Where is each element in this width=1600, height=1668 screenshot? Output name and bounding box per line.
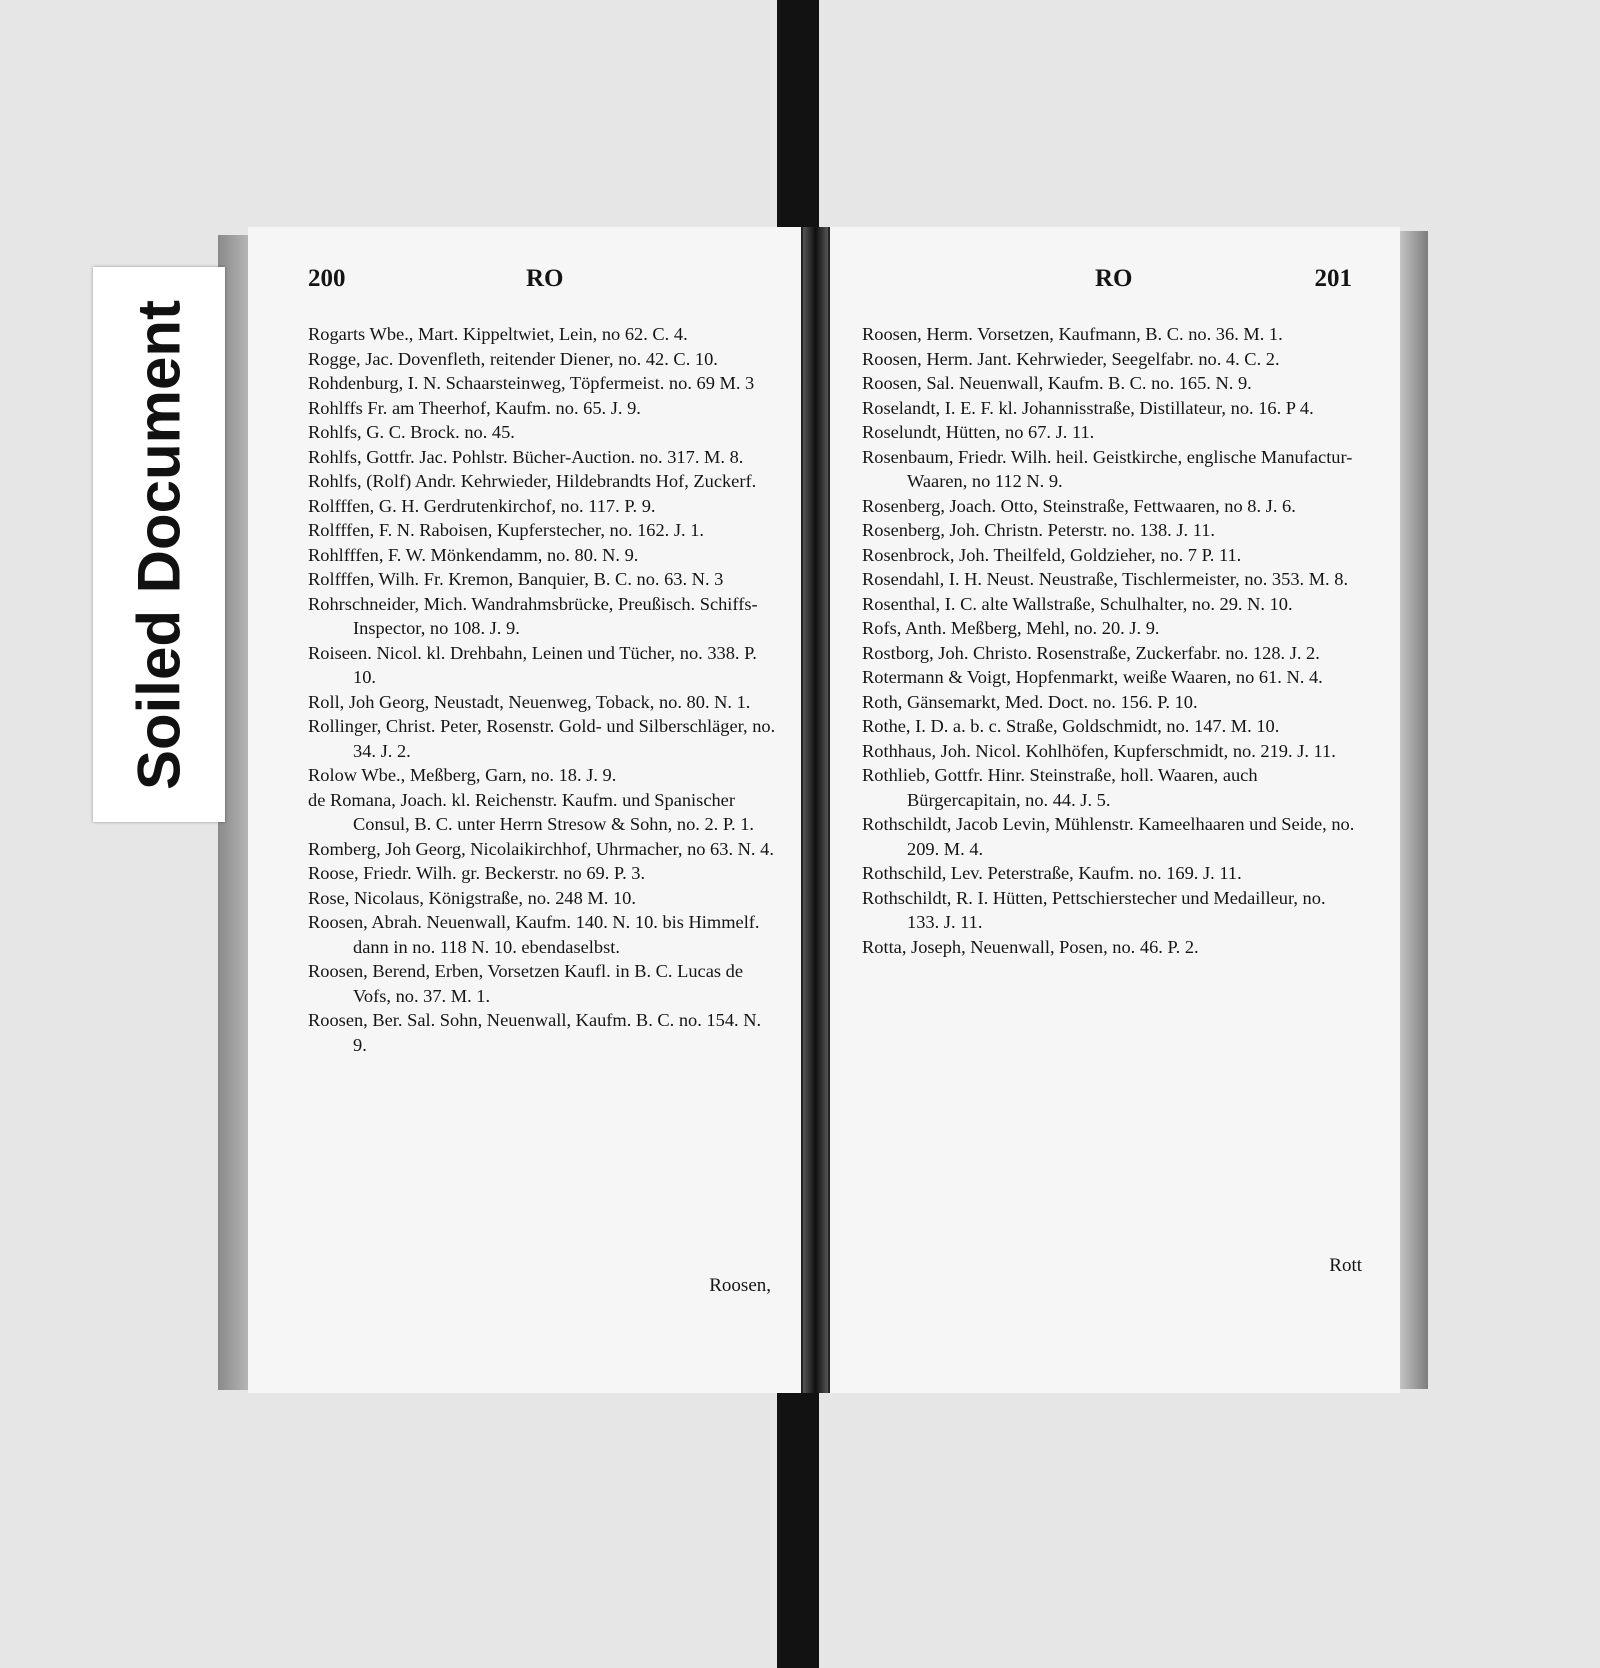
directory-entry: Roiseen. Nicol. kl. Drehbahn, Leinen und Tücher, no. 338. P. 10. [308, 642, 757, 687]
directory-entry: Rolfffen, Wilh. Fr. Kremon, Banquier, B. C. no. 63. N. 3 [308, 569, 724, 589]
directory-entry: Roselandt, I. E. F. kl. Johannisstraße, Distillateur, no. 16. P 4. [862, 397, 1314, 418]
open-book [218, 227, 1428, 1397]
soiled-document-label [93, 267, 225, 822]
directory-entry: Rolow Wbe., Meßberg, Garn, no. 18. J. 9. [308, 765, 617, 785]
directory-entry: Rofs, Anth. Meßberg, Mehl, no. 20. J. 9. [862, 618, 1160, 638]
left-page [248, 227, 803, 1393]
directory-entry: Rogarts Wbe., Mart. Kippeltwiet, Lein, no 62. C. 4. [308, 324, 688, 344]
directory-entry: Rothschildt, R. I. Hütten, Pettschierstecher und Medailleur, no. 133. J. 11. [862, 887, 1326, 932]
left-entries [308, 322, 776, 1057]
directory-entry: Rothe, I. D. a. b. c. Straße, Goldschmidt, no. 147. M. 10. [862, 716, 1280, 736]
book-gutter [803, 227, 828, 1393]
directory-entry: Rothschildt, Jacob Levin, Mühlenstr. Kameelhaaren und Seide, no. 209. M. 4. [862, 814, 1355, 859]
directory-entry: Rohlffs Fr. am Theerhof, Kaufm. no. 65. J. 9. [308, 397, 641, 418]
left-section-heading: RO [526, 265, 564, 292]
directory-entry: de Romana, Joach. kl. Reichenstr. Kaufm. und Spanischer Consul, B. C. unter Herrn Stresow & Sohn, no. 2. P. 1. [308, 789, 755, 834]
spine-strip-bottom [777, 1385, 819, 1668]
directory-entry: Rohrschneider, Mich. Wandrahmsbrücke, Preußisch. Schiffs-Inspector, no 108. J. 9. [308, 593, 758, 638]
directory-entry: Rothlieb, Gottfr. Hinr. Steinstraße, holl. Waaren, auch Bürgercapitain, no. 44. J. 5. [862, 765, 1258, 810]
right-entries [862, 322, 1362, 959]
directory-entry: Rotermann & Voigt, Hopfenmarkt, weiße Waaren, no 61. N. 4. [862, 667, 1323, 687]
directory-entry: Rohlfs, Gottfr. Jac. Pohlstr. Bücher-Auction. no. 317. M. 8. [308, 446, 744, 467]
directory-entry: Rotta, Joseph, Neuenwall, Posen, no. 46. P. 2. [862, 936, 1199, 957]
spine-strip-top [777, 0, 819, 245]
directory-entry: Romberg, Joh Georg, Nicolaikirchhof, Uhrmacher, no 63. N. 4. [308, 838, 774, 859]
directory-entry: Rosenbrock, Joh. Theilfeld, Goldzieher, no. 7 P. 11. [862, 544, 1242, 565]
right-section-heading: RO [1095, 265, 1133, 292]
left-page-number: 200 [308, 265, 346, 292]
left-catchword: Roosen, [709, 1275, 771, 1296]
directory-entry: Rosenberg, Joach. Otto, Steinstraße, Fettwaaren, no 8. J. 6. [862, 495, 1296, 516]
directory-entry: Rostborg, Joh. Christo. Rosenstraße, Zuckerfabr. no. 128. J. 2. [862, 642, 1320, 663]
directory-entry: Rosenberg, Joh. Christn. Peterstr. no. 138. J. 11. [862, 520, 1215, 540]
directory-entry: Roosen, Berend, Erben, Vorsetzen Kaufl. in B. C. Lucas de Vofs, no. 37. M. 1. [308, 961, 743, 1006]
directory-entry: Roosen, Herm. Jant. Kehrwieder, Seegelfabr. no. 4. C. 2. [862, 348, 1280, 369]
directory-entry: Roosen, Herm. Vorsetzen, Kaufmann, B. C. no. 36. M. 1. [862, 324, 1283, 344]
directory-entry: Rolfffen, G. H. Gerdrutenkirchof, no. 117. P. 9. [308, 495, 656, 516]
right-page [828, 227, 1400, 1393]
right-catchword: Rott [1329, 1255, 1362, 1276]
soiled-document-label-text: Soiled Document [125, 299, 193, 790]
directory-entry: Roll, Joh Georg, Neustadt, Neuenweg, Toback, no. 80. N. 1. [308, 691, 751, 712]
directory-entry: Roosen, Sal. Neuenwall, Kaufm. B. C. no. 165. N. 9. [862, 373, 1252, 393]
directory-entry: Rolfffen, F. N. Raboisen, Kupferstecher, no. 162. J. 1. [308, 520, 705, 540]
directory-entry: Roth, Gänsemarkt, Med. Doct. no. 156. P. 10. [862, 691, 1198, 712]
directory-entry: Roosen, Abrah. Neuenwall, Kaufm. 140. N. 10. bis Himmelf. dann in no. 118 N. 10. ebendaselbst. [308, 912, 760, 957]
directory-entry: Rohlfs, G. C. Brock. no. 45. [308, 422, 515, 442]
directory-entry: Roosen, Ber. Sal. Sohn, Neuenwall, Kaufm. B. C. no. 154. N. 9. [308, 1010, 762, 1055]
directory-entry: Roselundt, Hütten, no 67. J. 11. [862, 422, 1095, 442]
directory-entry: Rogge, Jac. Dovenfleth, reitender Diener, no. 42. C. 10. [308, 348, 718, 369]
directory-entry: Rosenbaum, Friedr. Wilh. heil. Geistkirche, englische Manufactur-Waaren, no 112 N. 9. [862, 446, 1353, 491]
right-page-number: 201 [1314, 265, 1352, 292]
directory-entry: Rohlfffen, F. W. Mönkendamm, no. 80. N. 9. [308, 544, 639, 565]
directory-entry: Rosenthal, I. C. alte Wallstraße, Schulhalter, no. 29. N. 10. [862, 593, 1293, 614]
right-page-edge [1398, 231, 1428, 1389]
directory-entry: Rohdenburg, I. N. Schaarsteinweg, Töpfermeist. no. 69 M. 3 [308, 373, 755, 393]
directory-entry: Rose, Nicolaus, Königstraße, no. 248 M. 10. [308, 887, 636, 908]
directory-entry: Rosendahl, I. H. Neust. Neustraße, Tischlermeister, no. 353. M. 8. [862, 569, 1349, 589]
directory-entry: Roose, Friedr. Wilh. gr. Beckerstr. no 69. P. 3. [308, 863, 646, 883]
directory-entry: Rothhaus, Joh. Nicol. Kohlhöfen, Kupferschmidt, no. 219. J. 11. [862, 740, 1336, 761]
directory-entry: Rothschild, Lev. Peterstraße, Kaufm. no. 169. J. 11. [862, 863, 1242, 883]
directory-entry: Rollinger, Christ. Peter, Rosenstr. Gold- und Silberschläger, no. 34. J. 2. [308, 716, 776, 761]
directory-entry: Rohlfs, (Rolf) Andr. Kehrwieder, Hildebrandts Hof, Zuckerf. [308, 471, 757, 491]
